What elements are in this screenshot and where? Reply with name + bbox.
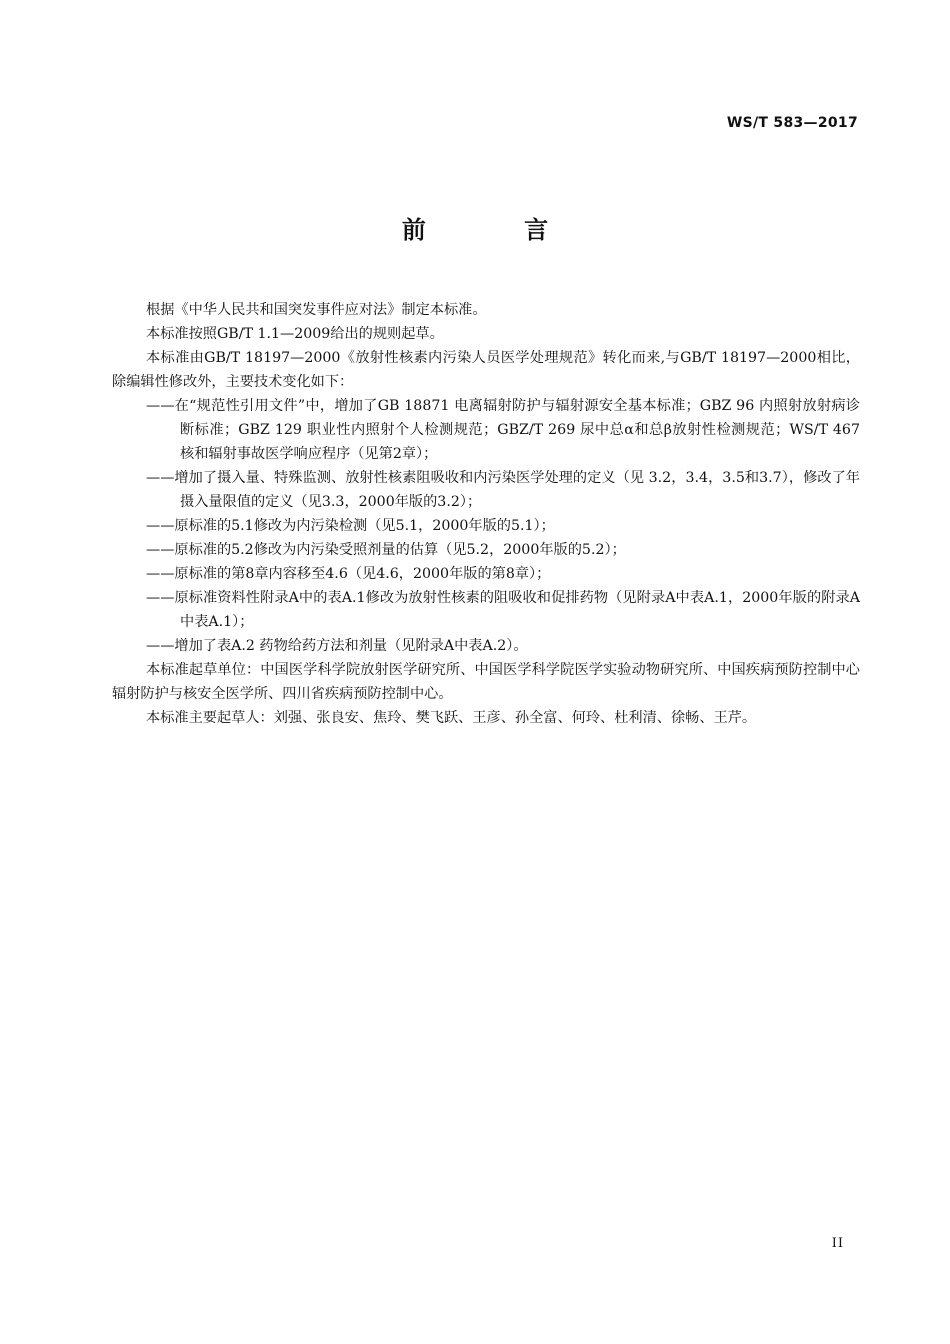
change-item: ——原标准资料性附录A中的表A.1修改为放射性核素的阻吸收和促排药物（见附录A中表A.1，2000年版的附录A中表A.1）； xyxy=(146,590,860,630)
intro-paragraph: 根据《中华人民共和国突发事件应对法》制定本标准。 xyxy=(146,302,487,318)
document-code: WS/T 583—2017 xyxy=(726,115,858,131)
change-item: ——原标准的5.2修改为内污染受照剂量的估算（见5.2，2000年版的5.2）； xyxy=(146,542,626,558)
change-item: ——增加了表A.2 药物给药方法和剂量（见附录A中表A.2）。 xyxy=(146,638,528,654)
intro-paragraph: 本标准由GB/T 18197—2000《放射性核素内污染人员医学处理规范》转化而来,与GB/T 18197—2000相比，除编辑性修改外，主要技术变化如下： xyxy=(112,350,860,390)
change-item: ——原标准的第8章内容移至4.6（见4.6，2000年版的第8章）； xyxy=(146,566,551,582)
foreword-body xyxy=(112,298,860,730)
change-item: ——增加了摄入量、特殊监测、放射性核素阻吸收和内污染医学处理的定义（见 3.2，3.4，3.5和3.7），修改了年摄入量限值的定义（见3.3，2000年版的3.2）； xyxy=(146,470,860,510)
change-item: ——在“规范性引用文件”中，增加了GB 18871 电离辐射防护与辐射源安全基本标准；GBZ 96 内照射放射病诊断标准；GBZ 129 职业性内照射个人检测规范；GBZ/T 269 尿中总α和总β放射性检测规范；WS/T 467 核和辐射事故医学响应程序（见第2章）； xyxy=(146,398,860,462)
page-number: II xyxy=(831,1236,844,1251)
drafters-paragraph: 本标准主要起草人：刘强、张良安、焦玲、樊飞跃、王彦、孙全富、何玲、杜利清、徐畅、王芹。 xyxy=(146,710,757,726)
change-item: ——原标准的5.1修改为内污染检测（见5.1，2000年版的5.1）； xyxy=(146,518,555,534)
page-title: 前 言 xyxy=(401,216,594,244)
drafting-units-paragraph: 本标准起草单位：中国医学科学院放射医学研究所、中国医学科学院医学实验动物研究所、中国疾病预防控制中心辐射防护与核安全医学所、四川省疾病预防控制中心。 xyxy=(112,662,860,702)
intro-paragraph: 本标准按照GB/T 1.1—2009给出的规则起草。 xyxy=(146,326,444,342)
